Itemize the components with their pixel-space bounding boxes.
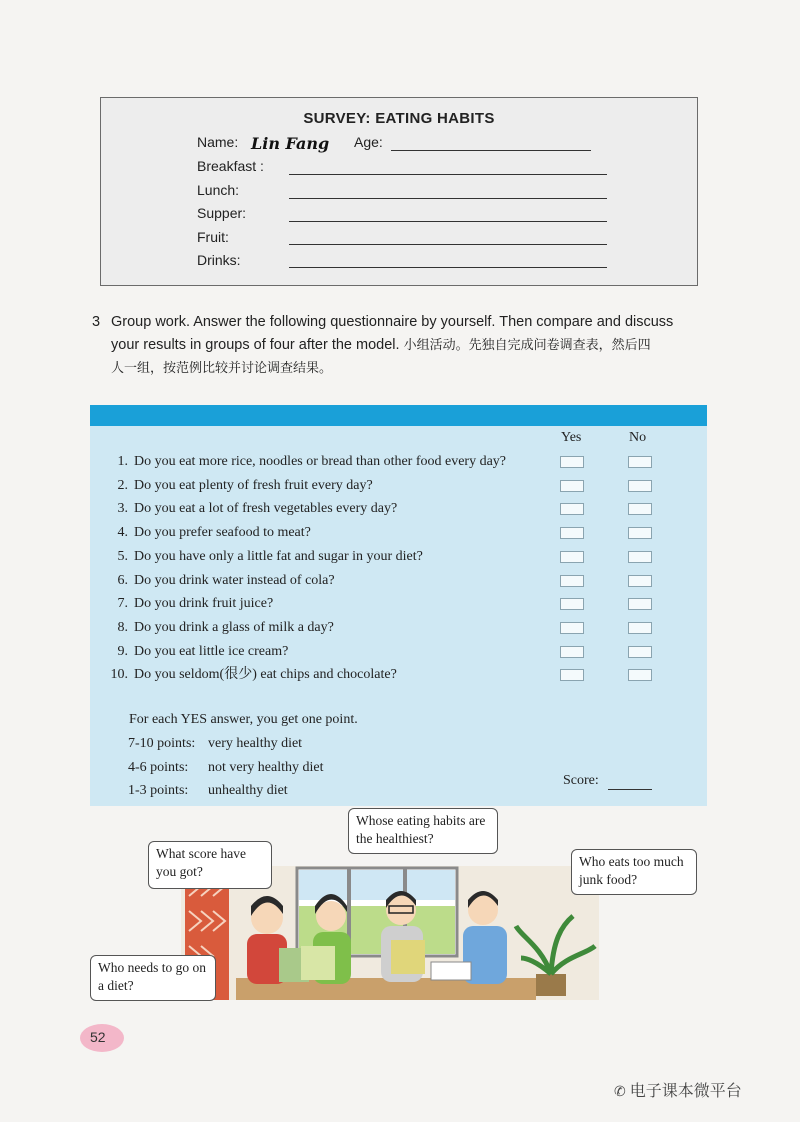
survey-card: [100, 97, 698, 286]
question-number: 7.: [117, 596, 128, 611]
score-label: Score:: [563, 773, 599, 788]
instruction-line3-cn: 人一组，按范例比较并讨论调查结果。: [111, 361, 333, 376]
question-number: 4.: [117, 525, 128, 540]
no-checkbox[interactable]: [628, 598, 652, 610]
survey-title: SURVEY: EATING HABITS: [303, 110, 495, 127]
yes-checkbox[interactable]: [560, 503, 584, 515]
scoring-result-3: unhealthy diet: [208, 783, 288, 798]
watermark: [614, 1078, 742, 1101]
yes-checkbox[interactable]: [560, 456, 584, 468]
age-field[interactable]: [391, 150, 591, 151]
field-label-fruit: Fruit:: [197, 229, 229, 245]
supper-field[interactable]: [289, 221, 607, 222]
speech-bubble-score: [148, 841, 272, 889]
instruction-line2: your results in groups of four after the model.: [111, 337, 400, 353]
field-label-drinks: Drinks:: [197, 252, 241, 268]
yes-checkbox[interactable]: [560, 480, 584, 492]
question-number: 2.: [117, 478, 128, 493]
question-text: Do you eat little ice cream?: [134, 644, 289, 659]
question-row: [103, 523, 311, 543]
speech-bubble-healthiest-text: Whose eating habits are the healthiest?: [356, 813, 486, 846]
question-number: 3.: [117, 501, 128, 516]
name-label: Name:: [197, 134, 239, 150]
no-checkbox[interactable]: [628, 575, 652, 587]
field-label-supper: Supper:: [197, 205, 247, 221]
speech-bubble-diet: [90, 955, 216, 1001]
question-text: Do you drink fruit juice?: [134, 596, 274, 611]
no-checkbox[interactable]: [628, 456, 652, 468]
question-number: 5.: [117, 549, 128, 564]
question-row: [103, 476, 373, 496]
breakfast-field[interactable]: [289, 174, 607, 175]
lunch-field[interactable]: [289, 198, 607, 199]
question-number: 10.: [110, 667, 128, 682]
no-checkbox[interactable]: [628, 503, 652, 515]
question-row: [103, 594, 273, 614]
yes-checkbox[interactable]: [560, 598, 584, 610]
no-checkbox[interactable]: [628, 646, 652, 658]
question-row: [103, 499, 397, 519]
no-checkbox[interactable]: [628, 622, 652, 634]
question-number: 9.: [117, 644, 128, 659]
question-row: [103, 642, 288, 662]
page-number: 52: [90, 1029, 106, 1045]
yes-checkbox[interactable]: [560, 527, 584, 539]
no-checkbox[interactable]: [628, 551, 652, 563]
question-row: [103, 618, 334, 638]
speech-bubble-score-text: What score have you got?: [156, 846, 246, 879]
question-row: [103, 452, 506, 472]
instruction-line2-cn: 小组活动。先独自完成问卷调查表，然后四: [403, 338, 651, 353]
question-text: Do you eat more rice, noodles or bread than other food every day?: [134, 454, 507, 469]
no-checkbox[interactable]: [628, 669, 652, 681]
yes-column-header: Yes: [561, 430, 582, 445]
question-number: 6.: [117, 573, 128, 588]
scoring-range-1: 7-10 points:: [128, 736, 196, 751]
yes-checkbox[interactable]: [560, 575, 584, 587]
question-number: 1.: [117, 454, 128, 469]
question-text: Do you eat plenty of fresh fruit every day?: [134, 478, 373, 493]
instruction-number: 3: [92, 314, 101, 330]
questionnaire-header-bar: [90, 405, 707, 426]
field-label-breakfast: Breakfast :: [197, 158, 264, 174]
name-value: Lin Fang: [251, 134, 330, 153]
question-text: Do you eat a lot of fresh vegetables every day?: [134, 501, 398, 516]
yes-checkbox[interactable]: [560, 669, 584, 681]
instruction-line1: Group work. Answer the following questionnaire by yourself. Then compare and discuss: [111, 314, 674, 330]
no-checkbox[interactable]: [628, 527, 652, 539]
question-text: Do you seldom(很少) eat chips and chocolate?: [134, 667, 397, 682]
scoring-result-1: very healthy diet: [208, 736, 303, 751]
question-text: Do you prefer seafood to meat?: [134, 525, 311, 540]
yes-checkbox[interactable]: [560, 646, 584, 658]
speech-bubble-junk-food: [571, 849, 697, 895]
page-number-badge: [80, 1024, 124, 1052]
yes-checkbox[interactable]: [560, 551, 584, 563]
scoring-result-2: not very healthy diet: [208, 760, 324, 775]
drinks-field[interactable]: [289, 267, 607, 268]
scoring-range-2: 4-6 points:: [128, 760, 189, 775]
question-row: [103, 665, 397, 685]
fruit-field[interactable]: [289, 244, 607, 245]
instruction: [92, 311, 712, 380]
watermark-text: 电子课本微平台: [629, 1081, 742, 1100]
question-text: Do you drink water instead of cola?: [134, 573, 335, 588]
question-text: Do you drink a glass of milk a day?: [134, 620, 334, 635]
speech-bubble-diet-text: Who needs to go on a diet?: [98, 960, 206, 993]
age-label: Age:: [354, 134, 383, 150]
field-label-lunch: Lunch:: [197, 182, 240, 198]
no-checkbox[interactable]: [628, 480, 652, 492]
speech-bubble-healthiest: [348, 808, 498, 854]
scoring-range-3: 1-3 points:: [128, 783, 189, 798]
question-row: [103, 571, 335, 591]
scoring-intro: For each YES answer, you get one point.: [129, 712, 358, 727]
chat-icon: ✆: [614, 1084, 626, 1100]
score-field[interactable]: [608, 789, 652, 790]
question-row: [103, 547, 423, 567]
no-column-header: No: [629, 430, 647, 445]
speech-bubble-junk-food-text: Who eats too much junk food?: [579, 854, 684, 887]
question-text: Do you have only a little fat and sugar in your diet?: [134, 549, 423, 564]
yes-checkbox[interactable]: [560, 622, 584, 634]
question-number: 8.: [117, 620, 128, 635]
